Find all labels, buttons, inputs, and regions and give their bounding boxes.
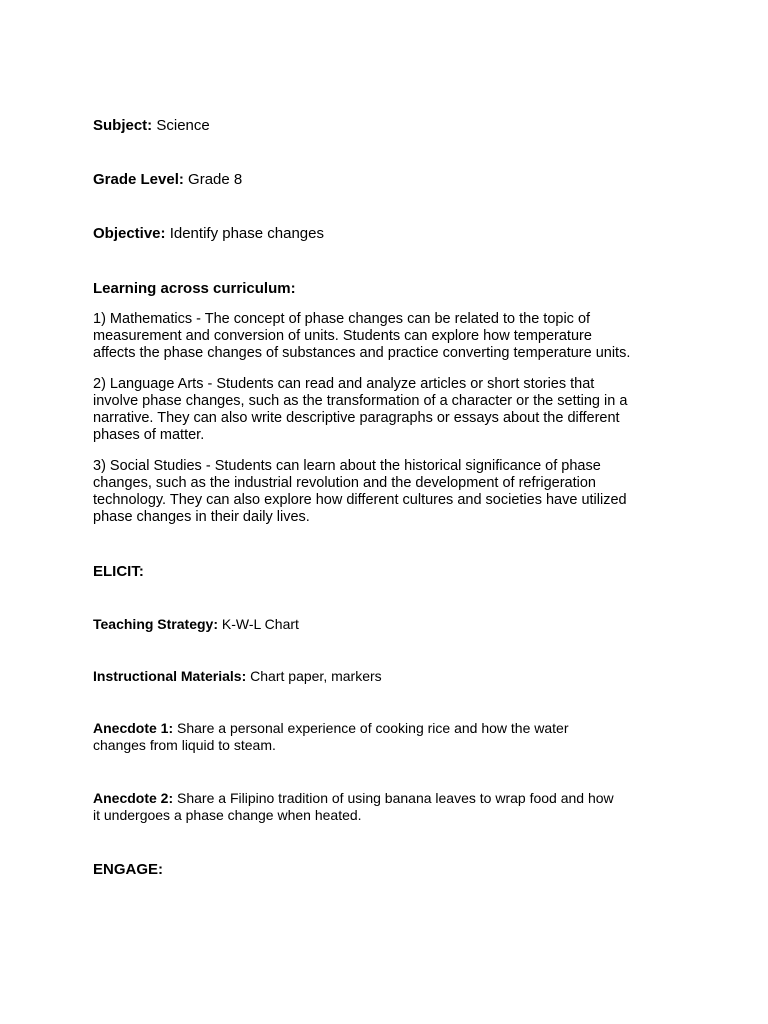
paragraph-line: phases of matter. <box>93 427 205 443</box>
teaching-strategy-value: K-W-L Chart <box>221 616 299 632</box>
subject-line <box>93 117 683 134</box>
objective-value: Identify phase changes <box>169 225 324 242</box>
engage-heading: ENGAGE: <box>93 861 164 878</box>
teaching-strategy-line <box>93 616 683 633</box>
anecdote-1-text-cont: changes from liquid to steam. <box>93 737 276 753</box>
instructional-materials-label: Instructional Materials: <box>93 668 247 684</box>
anecdote-2 <box>93 790 683 824</box>
paragraph-line: affects the phase changes of substances and practice converting temperature units. <box>93 345 631 361</box>
anecdote-1 <box>93 720 683 754</box>
instructional-materials-value: Chart paper, markers <box>250 668 382 684</box>
learning-across-curriculum-heading: Learning across curriculum: <box>93 280 296 297</box>
paragraph-line: 2) Language Arts - Students can read and analyze articles or short stories that <box>93 376 595 392</box>
grade-level-value: Grade 8 <box>188 171 243 188</box>
anecdote-1-label: Anecdote 1: <box>93 720 174 736</box>
anecdote-2-label: Anecdote 2: <box>93 790 174 806</box>
paragraph-line: measurement and conversion of units. Students can explore how temperature <box>93 328 592 344</box>
curriculum-item-language-arts <box>93 376 683 444</box>
paragraph-line: 1) Mathematics - The concept of phase changes can be related to the topic of <box>93 311 591 327</box>
grade-level-label: Grade Level: <box>93 171 184 188</box>
curriculum-item-mathematics <box>93 311 683 362</box>
subject-value: Science <box>156 117 210 134</box>
objective-line <box>93 225 683 242</box>
elicit-heading: ELICIT: <box>93 563 144 580</box>
paragraph-line: technology. They can also explore how different cultures and societies have utilized <box>93 492 627 508</box>
paragraph-line: narrative. They can also write descriptive paragraphs or essays about the different <box>93 410 620 426</box>
objective-label: Objective: <box>93 225 166 242</box>
paragraph-line: 3) Social Studies - Students can learn about the historical significance of phase <box>93 458 601 474</box>
paragraph-line: involve phase changes, such as the transformation of a character or the setting in a <box>93 393 628 409</box>
anecdote-1-text: Share a personal experience of cooking rice and how the water <box>177 720 569 736</box>
instructional-materials-line <box>93 668 683 685</box>
subject-label: Subject: <box>93 117 153 134</box>
curriculum-item-social-studies <box>93 458 683 526</box>
paragraph-line: phase changes in their daily lives. <box>93 509 310 525</box>
anecdote-2-text: Share a Filipino tradition of using banana leaves to wrap food and how <box>177 790 614 806</box>
paragraph-line: changes, such as the industrial revolution and the development of refrigeration <box>93 475 596 491</box>
grade-level-line <box>93 171 683 188</box>
teaching-strategy-label: Teaching Strategy: <box>93 616 218 632</box>
anecdote-2-text-cont: it undergoes a phase change when heated. <box>93 807 362 823</box>
